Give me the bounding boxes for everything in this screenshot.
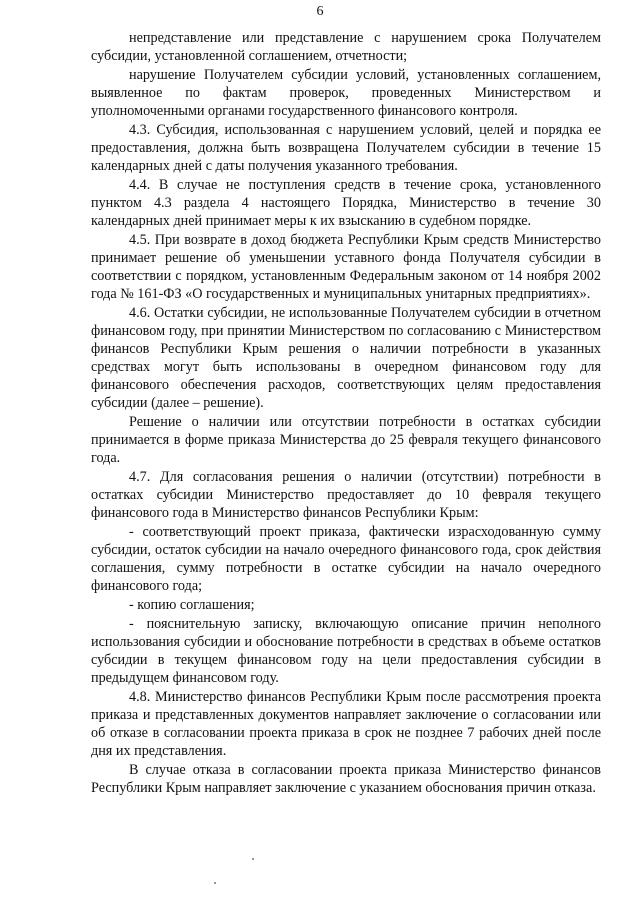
scan-speck — [252, 858, 254, 860]
paragraph-4-4: 4.4. В случае не поступления средств в течение срока, установленного пунктом 4.3 раздела 4 настоящего Порядка, Министерство в течение 30 календарных дней принимает меры к их взысканию в судебном порядке. — [91, 177, 601, 229]
paragraph-non-reporting: непредставление или представление с нарушением срока Получателем субсидии, установленной соглашением, отчетности; — [91, 30, 601, 64]
document-body — [91, 29, 601, 798]
paragraph-4-3: 4.3. Субсидия, использованная с нарушением условий, целей и порядка ее предоставления, должна быть возвращена Получателем субсидии в течение 15 календарных дней с даты получения указанного требования. — [91, 122, 601, 174]
list-item-agreement-copy: - копию соглашения; — [129, 597, 255, 613]
list-item-explanatory-note: - пояснительную записку, включающую описание причин неполного использования субсидии и обоснование потребности в средствах в объеме остатков субсидии в текущем финансовом году на цели предоставления субсидии в предыдущем финансовом году. — [91, 616, 601, 686]
page-number: 6 — [316, 4, 324, 19]
scan-speck — [214, 882, 216, 884]
paragraph-decision-order: Решение о наличии или отсутствии потребности в остатках субсидии принимается в форме приказа Министерства до 25 февраля текущего финансового года. — [91, 414, 601, 466]
paragraph-4-7: 4.7. Для согласования решения о наличии (отсутствии) потребности в остатках субсидии Министерство предоставляет до 10 февраля текущего финансового года в Министерство финансов Республики Крым: — [91, 469, 601, 521]
paragraph-4-6: 4.6. Остатки субсидии, не использованные Получателем субсидии в отчетном финансовом году, при принятии Министерством по согласованию с Министерством финансов Республики Крым решения о наличии потребности в указанных средствах могут быть использованы в очередном финансовом году для финансового обеспечения расходов, соответствующих целям предоставления субсидии (далее – решение). — [91, 305, 601, 411]
paragraph-violation-conditions: нарушение Получателем субсидии условий, установленных соглашением, выявленное по фактам проверок, проведенных Министерством и уполномоченными органами государственного финансового контроля. — [91, 67, 601, 119]
paragraph-4-5: 4.5. При возврате в доход бюджета Республики Крым средств Министерство принимает решение об уменьшении уставного фонда Получателя субсидии в соответствии с порядком, установленным Федеральным законом от 14 ноября 2002 года № 161-ФЗ «О государственных и муниципальных унитарных предприятиях». — [91, 232, 601, 302]
list-item-draft-order: - соответствующий проект приказа, фактически израсходованную сумму субсидии, остаток субсидии на начало очередного финансового года, срок действия соглашения, сумму потребности в остатке субсидии на начало очередного финансового года; — [91, 524, 601, 594]
paragraph-4-8: 4.8. Министерство финансов Республики Крым после рассмотрения проекта приказа и представленных документов направляет заключение о согласовании или об отказе в согласовании проекта приказа в срок не позднее 7 рабочих дней после дня их представления. — [91, 689, 601, 759]
paragraph-refusal: В случае отказа в согласовании проекта приказа Министерство финансов Республики Крым направляет заключение с указанием обоснования причин отказа. — [91, 762, 601, 796]
